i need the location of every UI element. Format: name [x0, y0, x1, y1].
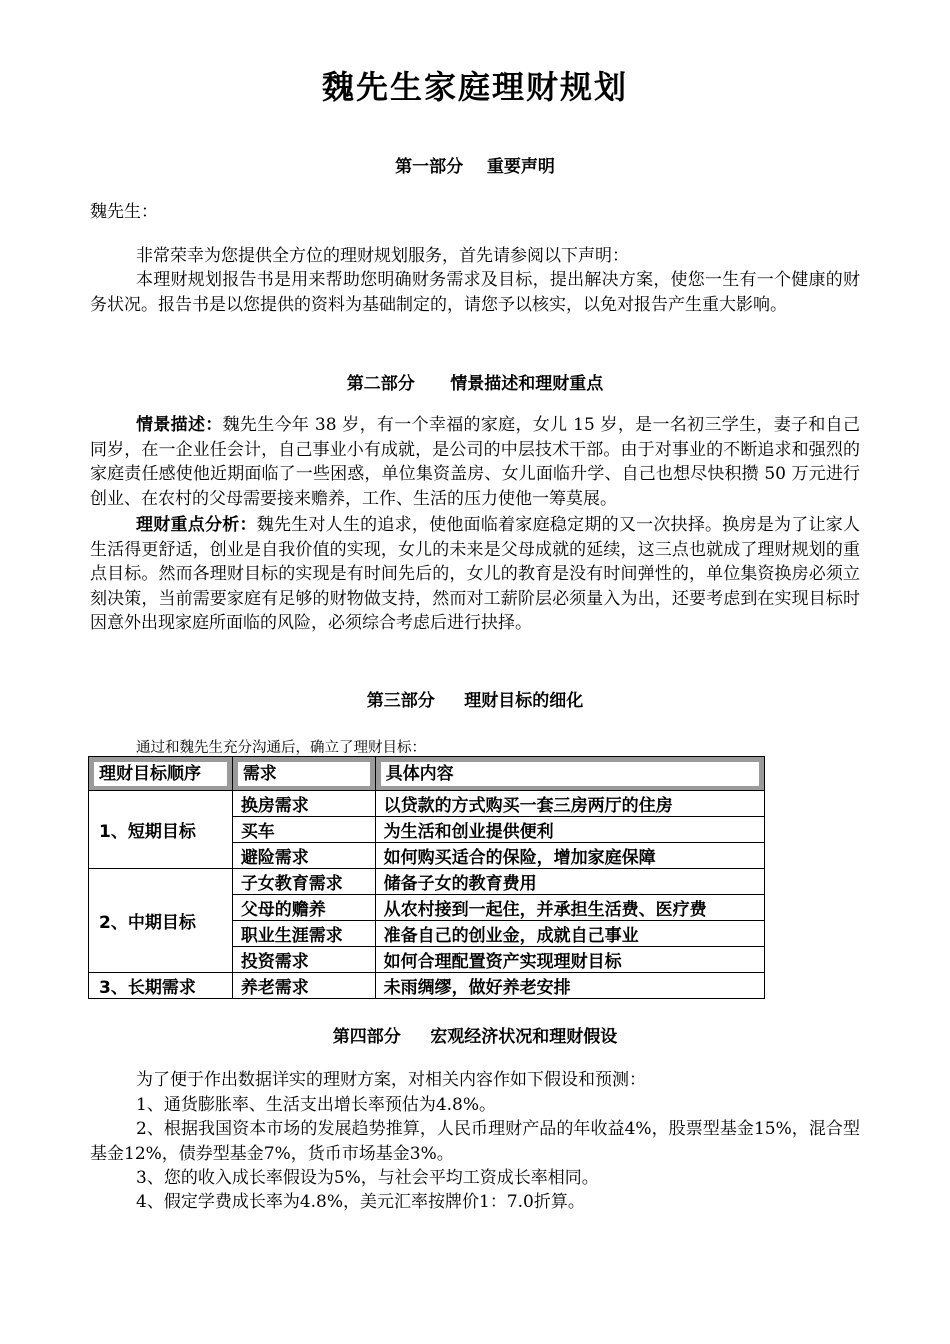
- part4-intro: 为了便于作出数据详实的理财方案，对相关内容作如下假设和预测：: [136, 1070, 646, 1090]
- salutation: 魏先生：: [90, 202, 158, 222]
- part4-heading: 第四部分 宏观经济状况和理财假设: [332, 1027, 618, 1047]
- need-cell: 买车: [232, 817, 375, 843]
- assumption-item: 3、您的收入成长率假设为5%，与社会平均工资成长率相同。: [136, 1168, 599, 1188]
- goals-table-header: [89, 757, 765, 791]
- content-cell: 为生活和创业提供便利: [375, 817, 764, 843]
- scenario-text: 魏先生今年 38 岁，有一个幸福的家庭，女儿 15 岁，是一名初三学生，妻子和自己同岁，在一企业任会计，自己事业小有成就，是公司的中层技术干部。由于对事业的不断追求和强烈的家庭责任感使他近期面临了一些困惑，单位集资盖房、女儿面临升学、自己也想尽快积攒 50 万元进行创业、在农村的父母需要接来赡养，工作、生活的压力使他一筹莫展。: [90, 415, 860, 509]
- need-cell: 子女教育需求: [232, 869, 375, 895]
- focus-label: 理财重点分析：: [136, 515, 257, 535]
- need-cell: 父母的赡养: [232, 895, 375, 921]
- content-cell: 未雨绸缪，做好养老安排: [375, 973, 764, 999]
- document-title: 魏先生家庭理财规划: [321, 68, 628, 106]
- group-mid-term: 2、中期目标: [89, 869, 233, 973]
- content-cell: 以贷款的方式购买一套三房两厅的住房: [375, 791, 764, 817]
- group-long-term: 3、长期需求: [89, 973, 233, 999]
- focus-text: 魏先生对人生的追求，使他面临着家庭稳定期的又一次抉择。换房是为了让家人生活得更舒适，创业是自我价值的实现，女儿的未来是父母成就的延续，这三点也就成了理财规划的重点目标。然而各理财目标的实现是有时间先后的，女儿的教育是没有时间弹性的，单位集资换房必须立刻决策，当前需要家庭有足够的财物做支持，然而对工薪阶层必须量入为出，还要考虑到在实现目标时因意外出现家庭所面临的风险，必须综合考虑后进行抉择。: [90, 515, 861, 633]
- table-row: [89, 973, 765, 999]
- need-cell: 换房需求: [232, 791, 375, 817]
- assumption-item: 2、根据我国资本市场的发展趋势推算，人民币理财产品的年收益4%，股票型基金15%，混合型基金12%，债券型基金7%，货币市场基金3%。: [90, 1119, 860, 1164]
- part1-paragraph-1: 非常荣幸为您提供全方位的理财规划服务，首先请参阅以下声明：: [136, 246, 629, 266]
- need-cell: 避险需求: [232, 843, 375, 869]
- need-cell: 投资需求: [232, 947, 375, 973]
- table-row: [89, 791, 765, 817]
- goals-table: [88, 756, 765, 999]
- part1-paragraph-2: 本理财规划报告书是用来帮助您明确财务需求及目标，提出解决方案，使您一生有一个健康的财务状况。报告书是以您提供的资料为基础制定的，请您予以核实，以免对报告产生重大影响。: [90, 270, 860, 315]
- need-cell: 养老需求: [232, 973, 375, 999]
- need-cell: 职业生涯需求: [232, 921, 375, 947]
- content-cell: 储备子女的教育费用: [375, 869, 764, 895]
- part2-paragraph-2: [90, 513, 860, 636]
- goals-note: 通过和魏先生充分沟通后，确立了理财目标：: [136, 740, 426, 756]
- assumption-item: 1、通货膨胀率、生活支出增长率预估为4.8%。: [136, 1095, 497, 1115]
- table-row: [89, 869, 765, 895]
- part2-heading: 第二部分 情景描述和理财重点: [346, 374, 604, 394]
- content-cell: 如何合理配置资产实现理财目标: [375, 947, 764, 973]
- group-short-term: 1、短期目标: [89, 791, 233, 869]
- part3-heading: 第三部分 理财目标的细化: [366, 691, 584, 711]
- part2-paragraph-1: [90, 413, 860, 511]
- content-cell: 从农村接到一起住，并承担生活费、医疗费: [375, 895, 764, 921]
- part1-heading: 第一部分 重要声明: [395, 157, 555, 177]
- header-content: 具体内容: [375, 757, 764, 791]
- content-cell: 准备自己的创业金，成就自己事业: [375, 921, 764, 947]
- content-cell: 如何购买适合的保险，增加家庭保障: [375, 843, 764, 869]
- header-order: 理财目标顺序: [89, 757, 233, 791]
- assumption-item: 4、假定学费成长率为4.8%，美元汇率按牌价1：7.0折算。: [136, 1192, 585, 1212]
- header-need: 需求: [232, 757, 375, 791]
- scenario-label: 情景描述：: [136, 415, 223, 435]
